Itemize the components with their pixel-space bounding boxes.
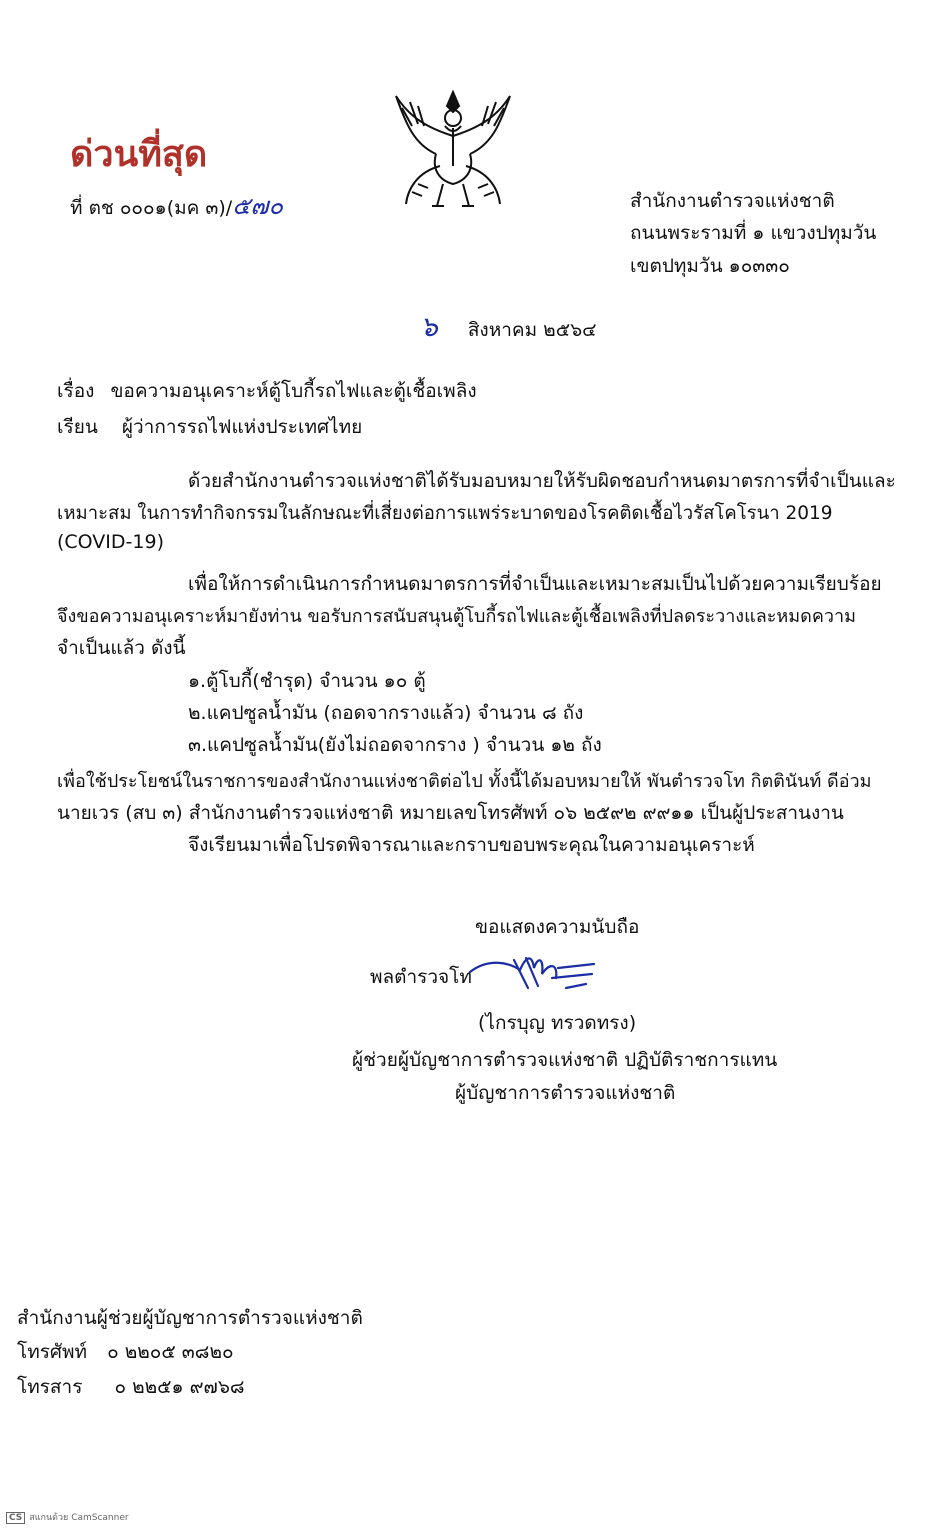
footer-phone [17, 1337, 234, 1367]
address-line: เขตปทุมวัน ๑๐๓๓๐ [630, 255, 790, 277]
recipient-label: เรียน [57, 416, 98, 438]
reference-handwritten-number: ๕๗๐ [232, 192, 284, 220]
body-paragraph-3-line: นายเวร (สบ ๓) สำนักงานตำรวจแห่งชาติ หมายเลขโทรศัพท์ ๐๖ ๒๕๙๒ ๙๙๑๑ เป็นผู้ประสานงาน [57, 802, 844, 824]
document-date [420, 305, 597, 349]
subject-label: เรื่อง [57, 380, 95, 402]
subject-line [57, 376, 477, 406]
body-paragraph-1-line: ด้วยสำนักงานตำรวจแห่งชาติได้รับมอบหมายให้รับผิดชอบกำหนดมาตรการที่จำเป็นและ [188, 470, 896, 492]
reference-prefix: ที่ ตช ๐๐๐๑(มค ๓)/ [70, 197, 233, 219]
fax-number: ๐ ๒๒๕๑ ๙๗๖๘ [114, 1376, 245, 1398]
body-paragraph-1-line: เหมาะสม ในการทำกิจกรรมในลักษณะที่เสี่ยงต่อการแพร่ระบาดของโรคติดเชื้อไวรัสโคโรนา 2019 [57, 503, 833, 524]
list-item: ๑.ตู้โบกี้(ชำรุด) จำนวน ๑๐ ตู้ [188, 670, 426, 692]
date-month-year: สิงหาคม ๒๕๖๔ [467, 319, 597, 341]
list-item: ๒.แคปซูลน้ำมัน (ถอดจากรางแล้ว) จำนวน ๘ ถัง [188, 702, 584, 724]
signer-name: (ไกรบุญ ทรวดทรง) [478, 1012, 637, 1034]
subject-text: ขอความอนุเคราะห์ตู้โบกี้รถไฟและตู้เชื้อเพลิง [110, 380, 477, 402]
urgency-label: ด่วนที่สุด [70, 134, 208, 175]
list-item: ๓.แคปซูลน้ำมัน(ยังไม่ถอดจากราง ) จำนวน ๑๒ ถัง [188, 734, 602, 756]
recipient-line [57, 412, 362, 442]
camscanner-badge: CS [6, 1512, 25, 1524]
fax-label: โทรสาร [17, 1376, 83, 1398]
body-paragraph-2-line: จำเป็นแล้ว ดังนี้ [57, 637, 186, 659]
footer-fax [17, 1372, 245, 1402]
footer-office: สำนักงานผู้ช่วยผู้บัญชาการตำรวจแห่งชาติ [17, 1307, 363, 1329]
body-paragraph-2-line: จึงขอความอนุเคราะห์มายังท่าน ขอรับการสนับสนุนตู้โบกี้รถไฟและตู้เชื้อเพลิงที่ปลดระวางและหมดความ [57, 606, 856, 627]
recipient-text: ผู้ว่าการรถไฟแห่งประเทศไทย [121, 416, 363, 438]
address-line: สำนักงานตำรวจแห่งชาติ [630, 190, 835, 212]
garuda-emblem-icon [388, 88, 518, 213]
phone-number: ๐ ๒๒๐๕ ๓๘๒๐ [107, 1341, 234, 1363]
signer-position: ผู้บัญชาการตำรวจแห่งชาติ [455, 1082, 676, 1104]
body-paragraph-2-line: เพื่อให้การดำเนินการกำหนดมาตรการที่จำเป็นและเหมาะสมเป็นไปด้วยความเรียบร้อย [188, 573, 882, 595]
signer-rank: พลตำรวจโท [370, 966, 472, 988]
scanner-watermark [6, 1510, 129, 1524]
address-line: ถนนพระรามที่ ๑ แขวงปทุมวัน [630, 222, 877, 244]
signer-position: ผู้ช่วยผู้บัญชาการตำรวจแห่งชาติ ปฏิบัติราชการแทน [352, 1049, 778, 1071]
closing-line: จึงเรียนมาเพื่อโปรดพิจารณาและกราบขอบพระคุณในความอนุเคราะห์ [188, 834, 755, 856]
date-day-handwritten: ๖ [420, 310, 438, 343]
reference-number [70, 186, 283, 225]
body-paragraph-3-line: เพื่อใช้ประโยชน์ในราชการของสำนักงานแห่งชาติต่อไป ทั้งนี้ได้มอบหมายให้ พันตำรวจโท กิตตินันท์ ดีอ่วม [57, 771, 872, 792]
phone-label: โทรศัพท์ [17, 1341, 88, 1363]
camscanner-text: สแกนด้วย CamScanner [29, 1513, 129, 1523]
regards: ขอแสดงความนับถือ [475, 916, 640, 938]
body-paragraph-1-line: (COVID-19) [57, 531, 164, 553]
handwritten-signature [468, 948, 598, 998]
